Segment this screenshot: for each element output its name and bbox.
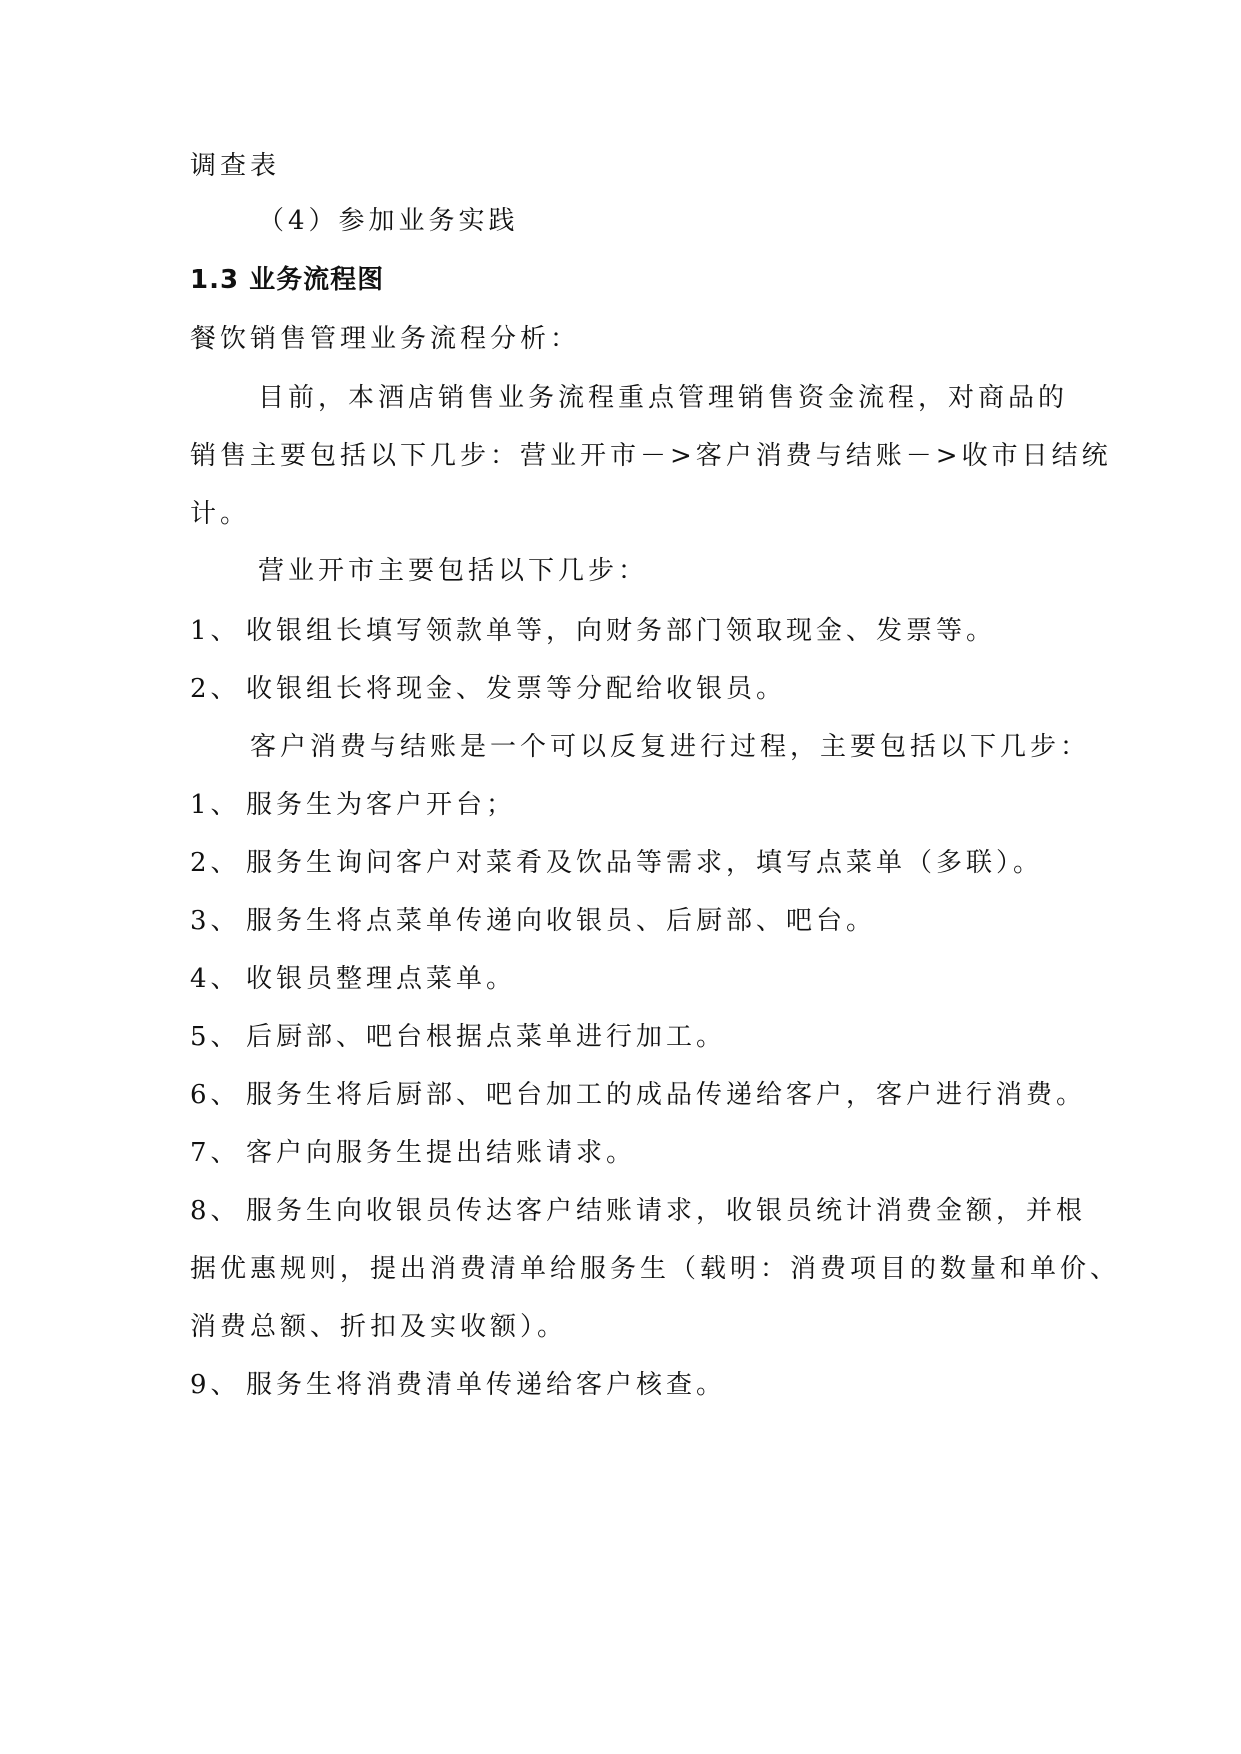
list-item: [190, 1193, 1087, 1229]
list-item-text: 服务生将后厨部、吧台加工的成品传递给客户，客户进行消费。: [246, 1080, 1087, 1110]
list-item: [190, 845, 1070, 881]
list-item-continuation: 据优惠规则，提出消费清单给服务生（载明：消费项目的数量和单价、: [190, 1254, 1121, 1284]
list-item-number: 3、: [190, 906, 241, 936]
list-item-number: 5、: [190, 1022, 241, 1052]
list-item: [190, 1135, 1070, 1171]
list-item-text: 服务生询问客户对菜肴及饮品等需求，填写点菜单（多联）。: [246, 848, 1044, 878]
list-item: [190, 1367, 1070, 1403]
list-item-continuation: 消费总额、折扣及实收额）。: [190, 1312, 568, 1342]
list-item-number: 2、: [190, 674, 241, 704]
paragraph-intro-line-2: 销售主要包括以下几步：营业开市－>客户消费与结账－>收市日结统: [190, 441, 1112, 471]
list-item-text: 服务生将消费清单传递给客户核查。: [246, 1370, 727, 1400]
text-line-practice: （4）参加业务实践: [258, 206, 519, 236]
paragraph-intro-line-1: 目前，本酒店销售业务流程重点管理销售资金流程，对商品的: [258, 383, 1069, 413]
list-item-number: 1、: [190, 616, 241, 646]
list-item-text: 服务生将点菜单传递向收银员、后厨部、吧台。: [246, 906, 877, 936]
paragraph-intro-line-3: 计。: [190, 499, 251, 529]
list-item-number: 2、: [190, 848, 241, 878]
list-item: [190, 1019, 1070, 1055]
list-item-text: 服务生为客户开台；: [246, 790, 517, 820]
list-item-text: 客户向服务生提出结账请求。: [246, 1138, 637, 1168]
text-line-survey: 调查表: [190, 151, 281, 181]
list-item-number: 6、: [190, 1080, 241, 1110]
text-line-opening-steps: 营业开市主要包括以下几步：: [258, 556, 649, 586]
text-line-consumption-steps: 客户消费与结账是一个可以反复进行过程，主要包括以下几步：: [250, 732, 1091, 762]
list-item-number: 9、: [190, 1370, 241, 1400]
section-heading: 1.3 业务流程图: [190, 265, 385, 295]
list-item-number: 1、: [190, 790, 241, 820]
list-item-number: 8、: [190, 1196, 241, 1226]
list-item-number: 7、: [190, 1138, 241, 1168]
list-item: [190, 671, 1070, 707]
list-item-text: 收银组长填写领款单等，向财务部门领取现金、发票等。: [246, 616, 997, 646]
list-item: [190, 961, 1070, 997]
text-line-analysis-title: 餐饮销售管理业务流程分析：: [190, 324, 581, 354]
list-item: [190, 1077, 1087, 1113]
list-item: [190, 903, 1070, 939]
list-item: [190, 787, 1070, 823]
list-item: [190, 613, 1070, 649]
list-item-text: 收银员整理点菜单。: [246, 964, 517, 994]
list-item-text: 服务生向收银员传达客户结账请求，收银员统计消费金额，并根: [246, 1196, 1087, 1226]
list-item-number: 4、: [190, 964, 241, 994]
list-item-text: 收银组长将现金、发票等分配给收银员。: [246, 674, 787, 704]
list-item-text: 后厨部、吧台根据点菜单进行加工。: [246, 1022, 727, 1052]
